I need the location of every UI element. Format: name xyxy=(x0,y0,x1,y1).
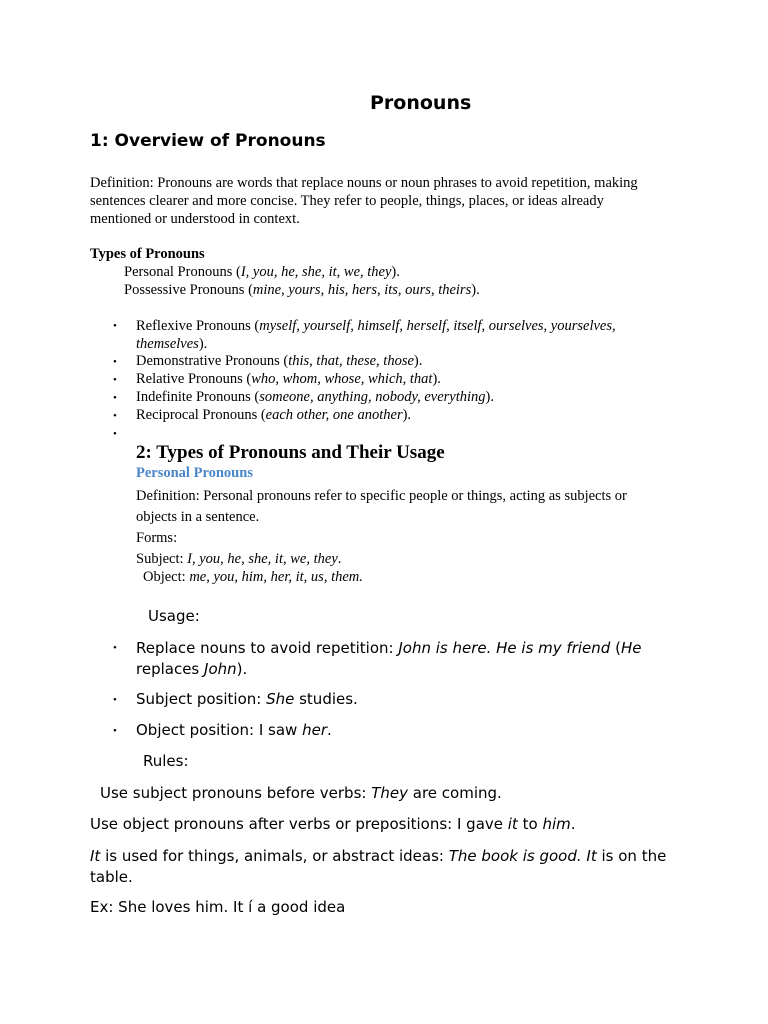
usage-example: She xyxy=(266,690,295,708)
rule-text: Use object pronouns after verbs or prepositions: I gave xyxy=(90,815,508,833)
type-label: Reflexive Pronouns ( xyxy=(136,318,260,334)
rule-text: to xyxy=(517,815,543,833)
definition-line: Definition: Personal pronouns refer to specific people or things, acting as subjects or xyxy=(136,488,627,504)
usage-text: . xyxy=(327,721,332,739)
usage-text: ( xyxy=(610,639,621,657)
list-item xyxy=(136,388,494,406)
usage-text: ). xyxy=(236,660,248,678)
type-end: ). xyxy=(432,371,441,387)
example-sentence: Ex: She loves him. It í a good idea xyxy=(90,898,346,916)
types-heading: Types of Pronouns xyxy=(90,246,205,262)
usage-example: her xyxy=(302,721,327,739)
usage-example: John is here. He is my friend xyxy=(398,639,611,657)
usage-example: John xyxy=(204,660,237,678)
section-2-heading: 2: Types of Pronouns and Their Usage xyxy=(136,442,445,463)
rule-example: They xyxy=(371,784,408,802)
object-label: Object: xyxy=(143,569,190,585)
list-item xyxy=(136,406,411,424)
type-examples: I, you, he, she, it, we, they xyxy=(240,264,392,280)
list-item xyxy=(136,690,358,708)
type-label: Demonstrative Pronouns ( xyxy=(136,353,289,369)
rule-text: Use subject pronouns before verbs: xyxy=(100,784,372,802)
rule-example: him xyxy=(542,815,571,833)
type-end: ). xyxy=(391,264,400,280)
type-examples: each other, one another xyxy=(265,407,403,423)
usage-text: Subject position: xyxy=(136,690,267,708)
rule-text: are coming. xyxy=(408,784,502,802)
rules-label: Rules: xyxy=(143,752,189,770)
type-examples: myself, yourself, himself, herself, itself, ourselves, yourselves, xyxy=(259,318,616,334)
section-1-heading: 1: Overview of Pronouns xyxy=(90,131,326,151)
rule-subject xyxy=(100,784,502,802)
usage-text: Object position: I saw xyxy=(136,721,303,739)
rule-text: . xyxy=(570,815,576,833)
type-examples: who, whom, whose, which, that xyxy=(251,371,433,387)
list-item xyxy=(136,317,616,353)
forms-label: Forms: xyxy=(136,530,178,546)
page-title: Pronouns xyxy=(370,92,472,114)
rule-object xyxy=(90,815,576,833)
type-label: Indefinite Pronouns ( xyxy=(136,389,260,405)
rule-example: The book is good. It xyxy=(448,847,597,865)
rule-example: it xyxy=(507,815,518,833)
subject-end: . xyxy=(337,551,342,567)
bullet-icon: • xyxy=(113,428,117,440)
type-examples: this, that, these, those xyxy=(288,353,414,369)
usage-text: Replace nouns to avoid repetition: xyxy=(136,639,399,657)
type-end: ). xyxy=(198,336,208,352)
object-examples: me, you, him, her, it, us, them. xyxy=(189,569,363,585)
usage-example: He xyxy=(620,639,642,657)
type-end: ). xyxy=(402,407,412,423)
list-item xyxy=(136,721,332,739)
definition-line: mentioned or understood in context. xyxy=(90,211,300,227)
bullet-icon: • xyxy=(113,410,117,422)
bullet-icon: • xyxy=(113,356,117,368)
personal-definition xyxy=(136,486,627,570)
list-item xyxy=(136,370,441,388)
type-label: Relative Pronouns ( xyxy=(136,371,252,387)
subject-label: Subject: xyxy=(136,551,188,567)
bullet-icon: • xyxy=(113,642,117,654)
object-forms xyxy=(143,569,363,586)
bullet-icon: • xyxy=(113,320,117,332)
bullet-icon: • xyxy=(113,725,117,737)
type-examples: mine, yours, his, hers, its, ours, theirs xyxy=(252,282,472,298)
type-end: ). xyxy=(485,389,495,405)
list-item xyxy=(124,263,400,281)
subject-examples: I, you, he, she, it, we, they xyxy=(187,551,338,567)
rule-text: is on the xyxy=(596,847,667,865)
type-end: ). xyxy=(413,353,423,369)
definition-line: Definition: Pronouns are words that replace nouns or noun phrases to avoid repetition, making xyxy=(90,175,638,191)
list-item xyxy=(136,638,641,680)
rule-text: table. xyxy=(90,868,133,886)
type-examples: someone, anything, nobody, everything xyxy=(259,389,486,405)
definition-paragraph xyxy=(90,174,638,228)
type-examples-cont: themselves xyxy=(136,336,199,352)
list-item xyxy=(124,281,480,299)
usage-label: Usage: xyxy=(148,607,200,625)
type-end: ). xyxy=(471,282,480,298)
bullet-icon: • xyxy=(113,694,117,706)
subject-forms xyxy=(136,549,627,570)
type-label: Possessive Pronouns ( xyxy=(124,282,253,298)
type-label: Personal Pronouns ( xyxy=(124,264,241,280)
rule-it xyxy=(90,846,666,888)
usage-text: replaces xyxy=(136,660,205,678)
list-item xyxy=(136,352,422,370)
type-label: Reciprocal Pronouns ( xyxy=(136,407,266,423)
personal-pronouns-subheading: Personal Pronouns xyxy=(136,465,253,481)
definition-line: objects in a sentence. xyxy=(136,509,260,525)
rule-example: It xyxy=(90,847,101,865)
rule-text: is used for things, animals, or abstract ideas: xyxy=(100,847,449,865)
bullet-icon: • xyxy=(113,374,117,386)
bullet-icon: • xyxy=(113,392,117,404)
definition-line: sentences clearer and more concise. They refer to people, things, places, or ideas already xyxy=(90,193,604,209)
usage-text: studies. xyxy=(294,690,358,708)
